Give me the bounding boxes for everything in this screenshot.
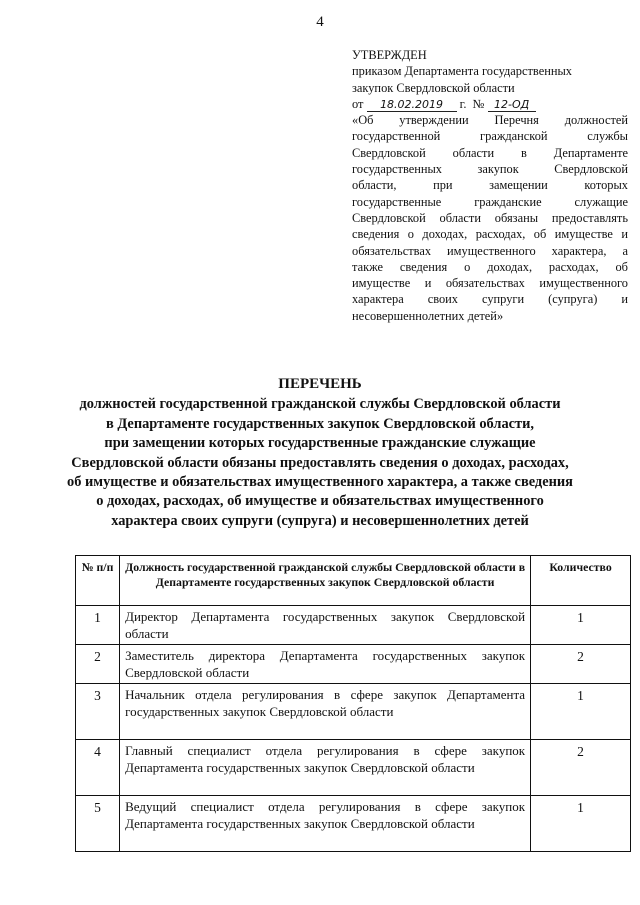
row-position: Директор Департамента государственных закупок Свердловской области — [120, 606, 531, 645]
title-line: об имуществе и обязательствах имущественного характера, а также сведения — [67, 474, 573, 491]
row-num: 3 — [76, 684, 120, 740]
row-num: 2 — [76, 645, 120, 684]
approval-line-1: приказом Департамента государственных — [352, 64, 572, 79]
order-line: также сведения о доходах, расходах, об — [352, 259, 628, 274]
title-line: о доходах, расходах, об имуществе и обязательствах имущественного — [96, 493, 544, 510]
row-num: 5 — [76, 796, 120, 852]
title-line: должностей государственной гражданской службы Свердловской области — [79, 396, 561, 413]
table-row — [76, 645, 631, 684]
approval-title: УТВЕРЖДЕН — [352, 48, 427, 62]
order-line: государственные гражданские служащие — [352, 194, 628, 209]
row-position: Ведущий специалист отдела регулирования в сфере закупок Департамента государственных закупок Свердловской области — [120, 796, 531, 852]
title-line: Свердловской области обязаны предоставлять сведения о доходах, расходах, — [71, 454, 569, 471]
header-quantity: Количество — [531, 556, 631, 606]
row-num: 4 — [76, 740, 120, 796]
row-quantity: 2 — [531, 740, 631, 796]
date-suffix: г. — [459, 96, 467, 111]
order-line: Свердловской области обязаны предоставлять — [352, 210, 628, 225]
table-row — [76, 684, 631, 740]
title-heading: ПЕРЕЧЕНЬ — [278, 376, 362, 392]
positions-table — [75, 555, 631, 852]
order-line: обязательствах имущественного характера, а — [352, 243, 628, 258]
title-line: характера своих супруги (супруга) и несовершеннолетних детей — [111, 512, 529, 529]
row-quantity: 1 — [531, 606, 631, 645]
table-row — [76, 796, 631, 852]
date-handwritten: 18.02.2019 — [367, 99, 457, 112]
number-handwritten: 12-ОД — [488, 99, 536, 112]
order-line: несовершеннолетних детей» — [352, 308, 504, 323]
row-quantity: 1 — [531, 684, 631, 740]
order-line: государственной гражданской службы — [352, 129, 628, 144]
table-row — [76, 606, 631, 645]
row-num: 1 — [76, 606, 120, 645]
row-quantity: 2 — [531, 645, 631, 684]
order-line: государственных закупок Свердловской — [352, 162, 628, 177]
table-row — [76, 740, 631, 796]
order-line: области, при замещении которых — [352, 178, 628, 193]
row-position: Главный специалист отдела регулирования в сфере закупок Департамента государственных закупок Свердловской области — [120, 740, 531, 796]
order-line: «Об утверждении Перечня должностей — [352, 113, 628, 128]
row-quantity: 1 — [531, 796, 631, 852]
number-prefix: № — [472, 96, 485, 111]
order-line: имуществе и обязательствах имущественного — [352, 276, 628, 291]
header-num: № п/п — [76, 556, 120, 606]
row-position: Начальник отдела регулирования в сфере закупок Департамента государственных закупок Свердловской области — [120, 684, 531, 740]
order-line: сведения о доходах, расходах, об имуществе и — [352, 227, 628, 242]
approval-line-2: закупок Свердловской области — [352, 80, 515, 95]
title-line: при замещении которых государственные гражданские служащие — [104, 435, 536, 452]
table-header-row — [76, 556, 631, 606]
order-line: Свердловской области в Департаменте — [352, 145, 628, 160]
document-title — [0, 375, 640, 531]
approval-date-line — [352, 96, 628, 112]
row-position: Заместитель директора Департамента государственных закупок Свердловской области — [120, 645, 531, 684]
page-number: 4 — [316, 14, 324, 30]
date-prefix: от — [352, 96, 364, 111]
header-position: Должность государственной гражданской службы Свердловской области в Департаменте государственных закупок Свердловской области — [120, 556, 531, 606]
title-line: в Департаменте государственных закупок Свердловской области, — [105, 415, 535, 432]
order-line: характера своих супруги (супруга) и — [352, 292, 628, 307]
approval-block — [352, 47, 628, 324]
